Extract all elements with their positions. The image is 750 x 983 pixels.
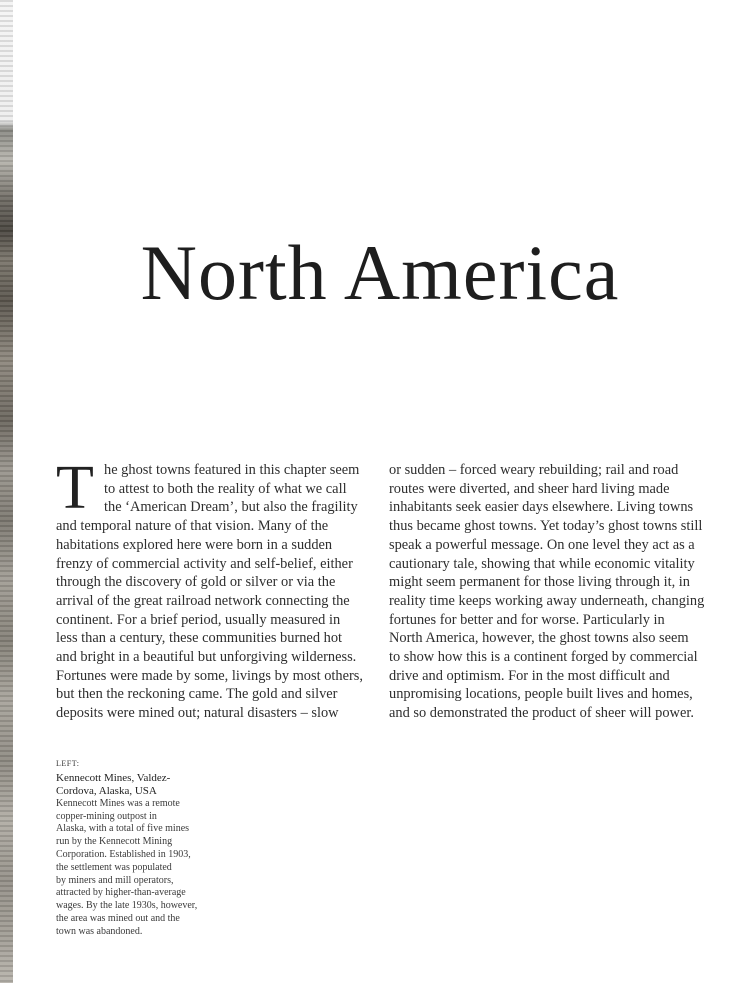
body-line: reality time keeps working away underneath, changing — [389, 592, 705, 609]
body-line: but then the reckoning came. The gold and silver — [56, 686, 338, 703]
caption-label: LEFT: — [56, 759, 80, 768]
caption-text-line: Kennecott Mines was a remote — [56, 797, 180, 809]
caption-text-line: run by the Kennecott Mining — [56, 836, 173, 848]
body-line: continent. For a brief period, usually measured in — [56, 611, 341, 628]
body-line: thus became ghost towns. Yet today’s ghost towns still — [389, 518, 703, 535]
body-line: or sudden – forced weary rebuilding; rail and road — [389, 462, 679, 478]
caption-text-line: Alaska, with a total of five mines — [56, 823, 190, 835]
caption-text-line: attracted by higher-than-average — [56, 887, 186, 899]
body-line: habitations explored here were born in a sudden — [56, 536, 333, 553]
body-line: speak a powerful message. On one level they act as a — [389, 536, 695, 553]
body-line: through the discovery of gold or silver or via the — [56, 574, 336, 591]
chapter-title: North America — [140, 229, 620, 316]
photo-caption — [56, 758, 226, 939]
body-line: North America, however, the ghost towns also seem — [389, 630, 689, 647]
body-line: routes were diverted, and sheer hard living made — [389, 480, 670, 497]
body-line: fortunes for better and for worse. Particularly in — [389, 611, 665, 628]
drop-cap: T — [56, 454, 94, 522]
photo-edge-kennecott-mines — [0, 0, 13, 983]
caption-text-line: wages. By the late 1930s, however, — [56, 900, 198, 912]
intro-column-left — [56, 454, 363, 723]
caption-text-line: copper-mining outpost in — [56, 810, 157, 822]
body-line: to attest to both the reality of what we call — [104, 480, 347, 497]
caption-text-line: the area was mined out and the — [56, 912, 180, 924]
caption-text-line: by miners and mill operators, — [56, 874, 174, 886]
body-line: and so demonstrated the product of sheer will power. — [389, 705, 694, 722]
body-line: might seem permanent for those living through it, in — [389, 574, 690, 591]
body-line: to show how this is a continent forged by commercial — [389, 649, 698, 666]
caption-title-line: Cordova, Alaska, USA — [56, 784, 157, 797]
caption-text-line: the settlement was populated — [56, 861, 172, 873]
intro-column-right — [389, 461, 711, 723]
body-line: and temporal nature of that vision. Many of the — [56, 518, 329, 535]
body-line: cautionary tale, showing that while economic vitality — [389, 555, 695, 572]
body-line: arrival of the great railroad network connecting the — [56, 592, 350, 609]
body-line: unpromising locations, people built lives and homes, — [389, 686, 693, 703]
body-line: he ghost towns featured in this chapter seem — [104, 462, 360, 478]
body-line: Fortunes were made by some, livings by most others, — [56, 667, 363, 684]
body-line: deposits were mined out; natural disasters – slow — [56, 705, 339, 722]
body-line: and bright in a beautiful but unforgiving wilderness. — [56, 649, 357, 666]
caption-title-line: Kennecott Mines, Valdez- — [56, 771, 171, 784]
caption-text-line: Corporation. Established in 1903, — [56, 848, 191, 860]
body-line: inhabitants seek easier days elsewhere. Living towns — [389, 499, 694, 516]
body-line: less than a century, these communities burned hot — [56, 630, 343, 647]
body-line: frenzy of commercial activity and self-belief, either — [56, 555, 353, 572]
caption-text-line: town was abandoned. — [56, 925, 143, 937]
body-line: drive and optimism. For in the most difficult and — [389, 667, 670, 684]
body-line: the ‘American Dream’, but also the fragility — [104, 499, 358, 516]
